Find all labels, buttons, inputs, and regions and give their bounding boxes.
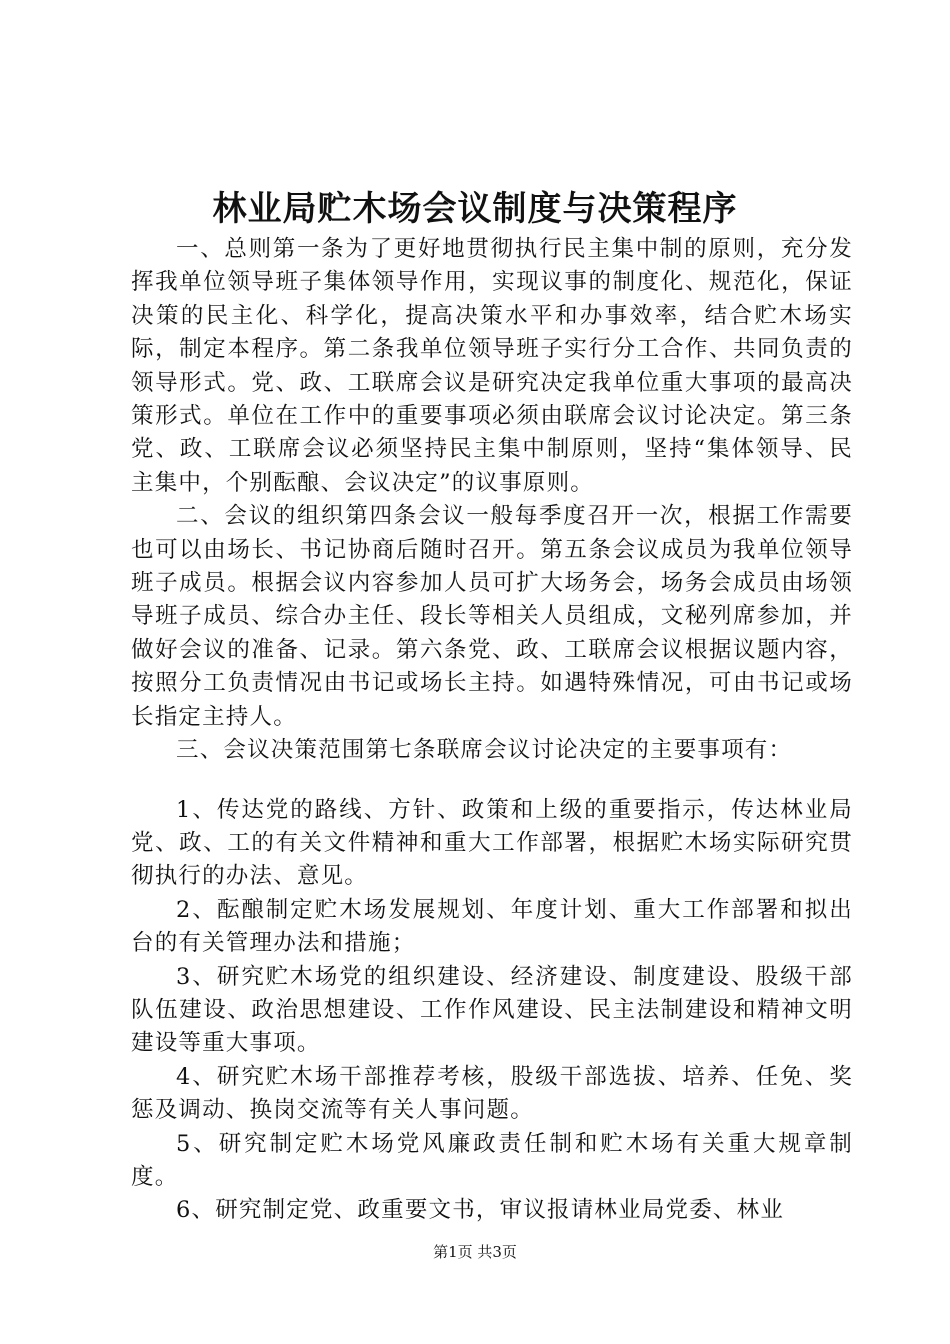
page-number-footer: 第1页 共3页 bbox=[433, 1243, 517, 1261]
list-item: 1、传达党的路线、方针、政策和上级的重要指示，传达林业局党、政、工的有关文件精神和重大工作部署，根据贮木场实际研究贯彻执行的办法、意见。 bbox=[131, 796, 853, 890]
list-item: 3、研究贮木场党的组织建设、经济建设、制度建设、股级干部队伍建设、政治思想建设、工作作风建设、民主法制建设和精神文明建设等重大事项。 bbox=[131, 963, 853, 1057]
list-item: 2、酝酿制定贮木场发展规划、年度计划、重大工作部署和拟出台的有关管理办法和措施； bbox=[131, 896, 853, 957]
document-body bbox=[131, 233, 853, 1228]
list-item: 4、研究贮木场干部推荐考核，股级干部选拔、培养、任免、奖惩及调动、换岗交流等有关人事问题。 bbox=[131, 1063, 853, 1124]
list-item: 5、研究制定贮木场党风廉政责任制和贮木场有关重大规章制度。 bbox=[131, 1130, 853, 1190]
paragraph-gap bbox=[131, 768, 853, 794]
list-item: 6、研究制定党、政重要文书，审议报请林业局党委、林业 bbox=[176, 1197, 785, 1224]
section-general-paragraph: 一、总则第一条为了更好地贯彻执行民主集中制的原则，充分发挥我单位领导班子集体领导作用，实现议事的制度化、规范化，保证决策的民主化、科学化，提高决策水平和办事效率，结合贮木场实际，制定本程序。第二条我单位领导班子实行分工合作、共同负责的领导形式。党、政、工联席会议是研究决定我单位重大事项的最高决策形式。单位在工作中的重要事项必须由联席会议讨论决定。第三条党、政、工联席会议必须坚持民主集中制原则，坚持“集体领导、民主集中，个别酝酿、会议决定”的议事原则。 bbox=[131, 236, 853, 496]
document-title: 林业局贮木场会议制度与决策程序 bbox=[212, 189, 738, 229]
section-scope-paragraph: 三、会议决策范围第七条联席会议讨论决定的主要事项有： bbox=[176, 737, 793, 764]
section-organization-paragraph: 二、会议的组织第四条会议一般每季度召开一次，根据工作需要也可以由场长、书记协商后随时召开。第五条会议成员为我单位领导班子成员。根据会议内容参加人员可扩大场务会，场务会成员由场领导班子成员、综合办主任、段长等相关人员组成，文秘列席参加，并做好会议的准备、记录。第六条党、政、工联席会议根据议题内容，按照分工负责情况由书记或场长主持。如遇特殊情况，可由书记或场长指定主持人。 bbox=[131, 503, 853, 730]
